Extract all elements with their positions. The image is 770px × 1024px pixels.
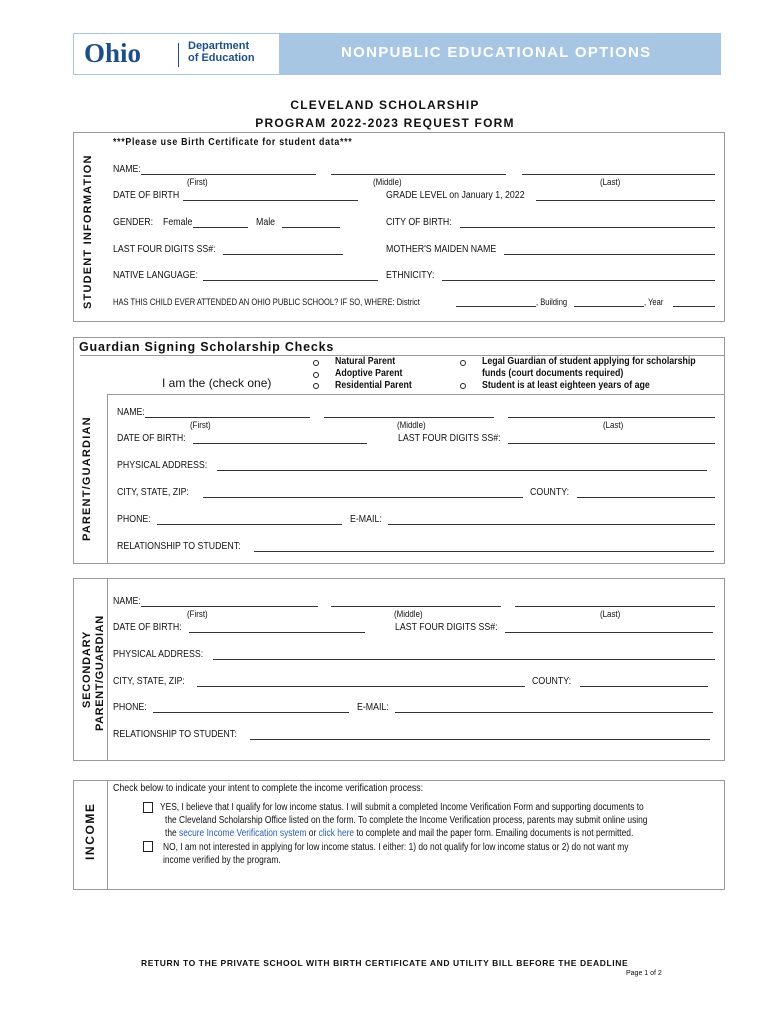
natural-parent-radio[interactable] — [313, 360, 319, 366]
secondary-side-label-1: SECONDARY — [81, 630, 93, 708]
student-name-label: NAME: — [113, 164, 141, 175]
legal-guardian-label: Legal Guardian of student applying for scholarship — [482, 356, 696, 367]
guardian-county-label: COUNTY: — [530, 487, 570, 498]
guardian-email-label: E-MAIL: — [350, 514, 382, 525]
student-side-label: STUDENT INFORMATION — [82, 154, 94, 309]
income-label-divider — [107, 780, 108, 890]
ethnicity-field[interactable] — [442, 280, 715, 281]
secondary-phone-label: PHONE: — [113, 702, 147, 713]
guardian-county-field[interactable] — [577, 497, 715, 498]
income-yes-line3 — [165, 828, 633, 839]
income-no-line1: NO, I am not interested in applying for low income status. I either: 1) do not qualify for low income status or 2) do not want my — [163, 842, 629, 853]
secondary-county-field[interactable] — [580, 686, 708, 687]
male-label: Male — [256, 217, 276, 228]
female-label: Female — [163, 217, 193, 228]
student-18-label: Student is at least eighteen years of age — [482, 380, 650, 391]
logo-dept-line1: Department — [188, 40, 250, 52]
guardian-address-field[interactable] — [217, 470, 707, 471]
secondary-email-label: E-MAIL: — [357, 702, 389, 713]
income-yes-checkbox[interactable] — [143, 802, 153, 813]
student-last-caption: (Last) — [600, 177, 621, 187]
student-18-radio[interactable] — [460, 383, 466, 389]
student-ss-label: LAST FOUR DIGITS SS#: — [113, 244, 216, 255]
guardian-phone-field[interactable] — [157, 524, 342, 525]
guardian-first-name-field[interactable] — [145, 417, 310, 418]
secondary-dob-label: DATE OF BIRTH: — [113, 622, 182, 633]
secondary-email-field[interactable] — [395, 712, 713, 713]
native-language-label: NATIVE LANGUAGE: — [113, 270, 198, 281]
adoptive-parent-label: Adoptive Parent — [335, 368, 403, 379]
secondary-relationship-field[interactable] — [250, 739, 710, 740]
click-here-link[interactable]: click here — [318, 828, 355, 839]
secondary-relationship-label: RELATIONSHIP TO STUDENT: — [113, 729, 237, 740]
guardian-middle-name-field[interactable] — [324, 417, 494, 418]
page-number: Page 1 of 2 — [626, 970, 662, 977]
income-side-label: INCOME — [83, 802, 97, 860]
secondary-csz-field[interactable] — [197, 686, 525, 687]
secondary-last-caption: (Last) — [600, 609, 621, 619]
student-ss-field[interactable] — [223, 254, 343, 255]
banner-title: NONPUBLIC EDUCATIONAL OPTIONS — [341, 44, 652, 61]
residential-parent-label: Residential Parent — [335, 380, 412, 391]
guardian-ss-label: LAST FOUR DIGITS SS#: — [398, 433, 501, 444]
income-yes-line3-post: to complete and mail the paper form. Emailing documents is not permitted. — [354, 828, 634, 839]
secondary-csz-label: CITY, STATE, ZIP: — [113, 676, 185, 687]
district-field[interactable] — [456, 306, 536, 307]
ohio-logo — [73, 33, 280, 75]
guardian-phone-label: PHONE: — [117, 514, 151, 525]
secondary-county-label: COUNTY: — [532, 676, 572, 687]
year-label: , Year — [644, 297, 664, 307]
ethnicity-label: ETHNICITY: — [386, 270, 435, 281]
guardian-options-divider — [107, 394, 725, 395]
secondary-first-name-field[interactable] — [141, 606, 318, 607]
secondary-phone-field[interactable] — [153, 712, 349, 713]
form-title-line1: CLEVELAND SCHOLARSHIP — [290, 98, 480, 112]
income-intro: Check below to indicate your intent to complete the income verification process: — [113, 783, 424, 794]
secondary-dob-field[interactable] — [189, 632, 365, 633]
attended-question: HAS THIS CHILD EVER ATTENDED AN OHIO PUBLIC SCHOOL? IF SO, WHERE: District — [113, 297, 420, 307]
guardian-first-caption: (First) — [190, 420, 211, 430]
income-yes-line2: the Cleveland Scholarship Office listed on the form. To complete the Income Verification process, parents may submit online using — [165, 815, 648, 826]
secondary-side-label-2: PARENT/GUARDIAN — [94, 615, 106, 731]
building-field[interactable] — [574, 306, 644, 307]
city-of-birth-field[interactable] — [460, 227, 715, 228]
student-middle-name-field[interactable] — [331, 174, 506, 175]
guardian-relationship-label: RELATIONSHIP TO STUDENT: — [117, 541, 241, 552]
form-title — [0, 96, 770, 132]
guardian-side-label: PARENT/GUARDIAN — [81, 416, 93, 541]
secondary-name-label: NAME: — [113, 596, 141, 607]
guardian-heading: Guardian Signing Scholarship Checks — [79, 340, 335, 354]
student-dob-field[interactable] — [183, 200, 358, 201]
guardian-ss-field[interactable] — [508, 443, 715, 444]
secondary-address-label: PHYSICAL ADDRESS: — [113, 649, 204, 660]
form-title-line2: PROGRAM 2022-2023 REQUEST FORM — [255, 116, 515, 130]
secondary-first-caption: (First) — [187, 609, 208, 619]
student-last-name-field[interactable] — [522, 174, 715, 175]
city-of-birth-label: CITY OF BIRTH: — [386, 217, 452, 228]
natural-parent-label: Natural Parent — [335, 356, 396, 367]
guardian-last-name-field[interactable] — [508, 417, 715, 418]
logo-dept-line2: of Education — [188, 52, 255, 64]
income-yes-line3-mid: or — [306, 828, 319, 839]
student-dob-label: DATE OF BIRTH — [113, 190, 180, 201]
maiden-name-field[interactable] — [504, 254, 715, 255]
year-field[interactable] — [673, 306, 715, 307]
income-verification-link[interactable]: secure Income Verification system — [179, 828, 307, 839]
logo-divider — [178, 43, 179, 67]
residential-parent-radio[interactable] — [313, 383, 319, 389]
guardian-address-label: PHYSICAL ADDRESS: — [117, 460, 208, 471]
secondary-middle-caption: (Middle) — [394, 609, 423, 619]
logo-text: Ohio — [84, 38, 142, 68]
secondary-label-divider — [107, 578, 108, 761]
adoptive-parent-radio[interactable] — [313, 372, 319, 378]
guardian-dob-label: DATE OF BIRTH: — [117, 433, 186, 444]
return-instructions: RETURN TO THE PRIVATE SCHOOL WITH BIRTH CERTIFICATE AND UTILITY BILL BEFORE THE DEADLINE — [141, 958, 629, 968]
student-middle-caption: (Middle) — [373, 177, 402, 187]
secondary-last-name-field[interactable] — [515, 606, 715, 607]
gender-label: GENDER: — [113, 217, 154, 228]
student-first-name-field[interactable] — [141, 174, 316, 175]
header-banner — [73, 33, 721, 75]
secondary-ss-label: LAST FOUR DIGITS SS#: — [395, 622, 498, 633]
secondary-middle-name-field[interactable] — [331, 606, 501, 607]
guardian-csz-field[interactable] — [203, 497, 523, 498]
grade-level-label: GRADE LEVEL on January 1, 2022 — [386, 190, 525, 201]
legal-guardian-radio[interactable] — [460, 360, 466, 366]
building-label: , Building — [536, 297, 568, 307]
guardian-dob-field[interactable] — [193, 443, 367, 444]
guardian-label-divider — [107, 394, 108, 564]
guardian-middle-caption: (Middle) — [397, 420, 426, 430]
native-language-field[interactable] — [203, 280, 378, 281]
maiden-name-label: MOTHER'S MAIDEN NAME — [386, 244, 497, 255]
income-no-line2: income verified by the program. — [163, 855, 281, 866]
birth-certificate-note: ***Please use Birth Certificate for student data*** — [113, 137, 353, 148]
secondary-address-field[interactable] — [213, 659, 715, 660]
guardian-email-field[interactable] — [388, 524, 715, 525]
income-yes-line3-pre: the — [165, 828, 180, 839]
logo-department — [188, 40, 255, 64]
guardian-csz-label: CITY, STATE, ZIP: — [117, 487, 189, 498]
i-am-label: I am the (check one) — [162, 376, 272, 390]
female-field[interactable] — [193, 227, 248, 228]
secondary-ss-field[interactable] — [505, 632, 713, 633]
income-no-checkbox[interactable] — [143, 841, 153, 852]
income-yes-line1: YES, I believe that I qualify for low income status. I will submit a completed Income Verification Form and supporting documents to — [160, 802, 644, 813]
student-first-caption: (First) — [187, 177, 208, 187]
legal-guardian-label-2: funds (court documents required) — [482, 368, 624, 379]
guardian-name-label: NAME: — [117, 407, 145, 418]
guardian-relationship-field[interactable] — [254, 551, 714, 552]
grade-level-field[interactable] — [536, 200, 715, 201]
guardian-last-caption: (Last) — [603, 420, 624, 430]
male-field[interactable] — [282, 227, 340, 228]
